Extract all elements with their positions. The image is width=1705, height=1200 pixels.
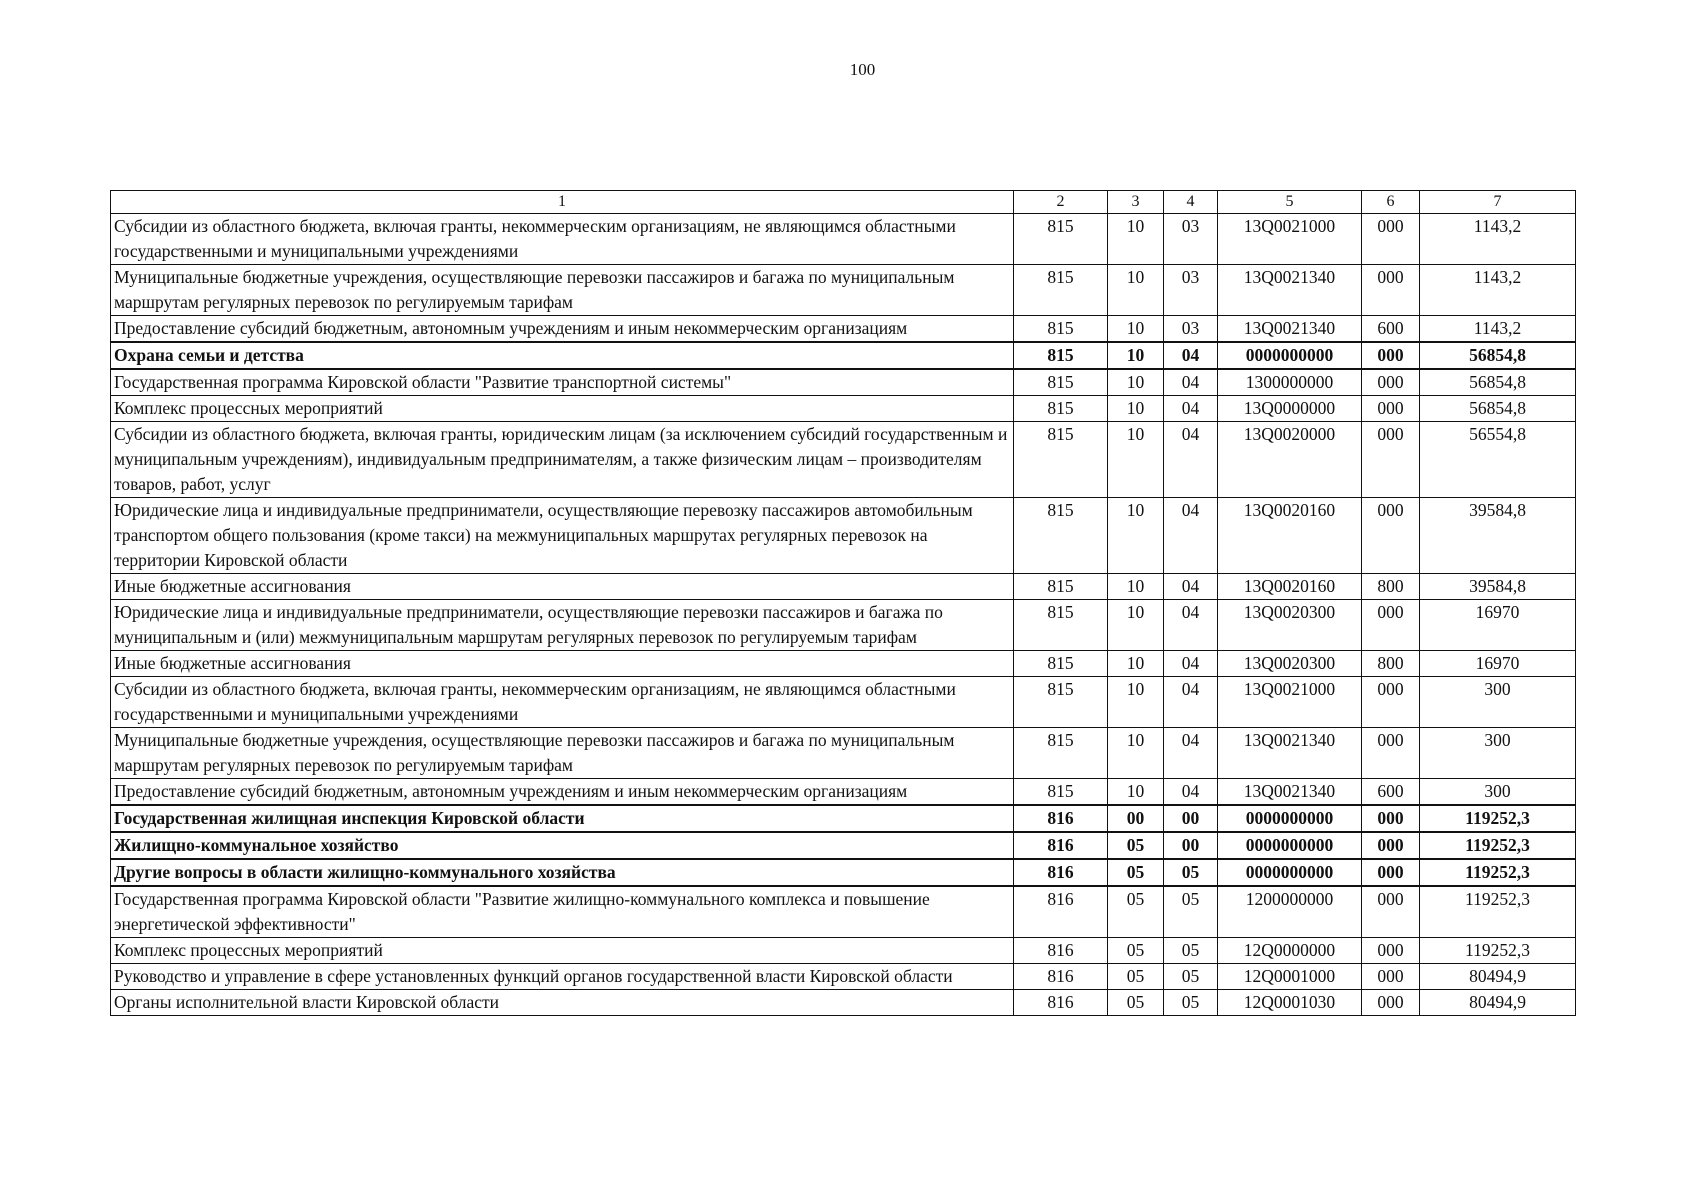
subsection-code-cell: 00 — [1164, 832, 1218, 859]
expense-type-cell: 000 — [1362, 342, 1420, 369]
expense-type-cell: 800 — [1362, 651, 1420, 677]
subsection-code-cell: 04 — [1164, 677, 1218, 728]
expense-type-cell: 000 — [1362, 214, 1420, 265]
section-code-cell: 10 — [1108, 728, 1164, 779]
section-code-cell: 10 — [1108, 677, 1164, 728]
amount-cell: 80494,9 — [1420, 990, 1576, 1016]
expense-type-cell: 000 — [1362, 422, 1420, 498]
subsection-code-cell: 04 — [1164, 369, 1218, 396]
expense-type-cell: 600 — [1362, 316, 1420, 343]
expense-type-cell: 000 — [1362, 369, 1420, 396]
ved-code-cell: 815 — [1014, 396, 1108, 422]
subsection-code-cell: 05 — [1164, 859, 1218, 886]
section-code-cell: 10 — [1108, 265, 1164, 316]
subsection-code-cell: 04 — [1164, 422, 1218, 498]
section-code-cell: 05 — [1108, 886, 1164, 938]
subsection-code-cell: 04 — [1164, 600, 1218, 651]
table-row — [111, 651, 1576, 677]
target-article-cell: 0000000000 — [1218, 342, 1362, 369]
section-code-cell: 10 — [1108, 651, 1164, 677]
amount-cell: 119252,3 — [1420, 859, 1576, 886]
table-body — [111, 214, 1576, 1016]
subsection-code-cell: 04 — [1164, 396, 1218, 422]
section-code-cell: 10 — [1108, 422, 1164, 498]
target-article-cell: 13Q0020160 — [1218, 498, 1362, 574]
table-row — [111, 728, 1576, 779]
expense-type-cell: 000 — [1362, 677, 1420, 728]
ved-code-cell: 816 — [1014, 938, 1108, 964]
target-article-cell: 13Q0021000 — [1218, 677, 1362, 728]
ved-code-cell: 816 — [1014, 832, 1108, 859]
amount-cell: 300 — [1420, 779, 1576, 806]
column-header: 5 — [1218, 191, 1362, 214]
target-article-cell: 13Q0021340 — [1218, 265, 1362, 316]
subsection-code-cell: 05 — [1164, 964, 1218, 990]
amount-cell: 39584,8 — [1420, 498, 1576, 574]
expense-type-cell: 000 — [1362, 265, 1420, 316]
table-row — [111, 369, 1576, 396]
row-name-cell: Государственная жилищная инспекция Кировской области — [111, 805, 1014, 832]
column-header: 1 — [111, 191, 1014, 214]
expense-type-cell: 600 — [1362, 779, 1420, 806]
target-article-cell: 13Q0020000 — [1218, 422, 1362, 498]
table-row — [111, 964, 1576, 990]
table-row — [111, 316, 1576, 343]
ved-code-cell: 815 — [1014, 574, 1108, 600]
section-code-cell: 10 — [1108, 369, 1164, 396]
expense-type-cell: 000 — [1362, 498, 1420, 574]
column-header: 7 — [1420, 191, 1576, 214]
expense-type-cell: 000 — [1362, 805, 1420, 832]
ved-code-cell: 816 — [1014, 859, 1108, 886]
page-number: 100 — [849, 60, 876, 79]
row-name-cell: Жилищно-коммунальное хозяйство — [111, 832, 1014, 859]
section-code-cell: 05 — [1108, 964, 1164, 990]
row-name-cell: Государственная программа Кировской области "Развитие транспортной системы" — [111, 369, 1014, 396]
target-article-cell: 1300000000 — [1218, 369, 1362, 396]
expense-type-cell: 000 — [1362, 728, 1420, 779]
target-article-cell: 0000000000 — [1218, 832, 1362, 859]
ved-code-cell: 816 — [1014, 990, 1108, 1016]
target-article-cell: 13Q0021340 — [1218, 728, 1362, 779]
section-code-cell: 10 — [1108, 342, 1164, 369]
ved-code-cell: 816 — [1014, 964, 1108, 990]
ved-code-cell: 816 — [1014, 805, 1108, 832]
ved-code-cell: 815 — [1014, 316, 1108, 343]
subsection-code-cell: 04 — [1164, 779, 1218, 806]
ved-code-cell: 815 — [1014, 422, 1108, 498]
ved-code-cell: 815 — [1014, 265, 1108, 316]
subsection-code-cell: 03 — [1164, 316, 1218, 343]
section-code-cell: 10 — [1108, 779, 1164, 806]
expense-type-cell: 000 — [1362, 600, 1420, 651]
ved-code-cell: 815 — [1014, 369, 1108, 396]
header-row — [111, 191, 1576, 214]
ved-code-cell: 815 — [1014, 728, 1108, 779]
ved-code-cell: 815 — [1014, 677, 1108, 728]
amount-cell: 16970 — [1420, 651, 1576, 677]
column-header: 2 — [1014, 191, 1108, 214]
amount-cell: 56854,8 — [1420, 396, 1576, 422]
row-name-cell: Муниципальные бюджетные учреждения, осуществляющие перевозки пассажиров и багажа по муниципальным маршрутам регулярных перевозок по регулируемым тарифам — [111, 728, 1014, 779]
target-article-cell: 12Q0000000 — [1218, 938, 1362, 964]
subsection-code-cell: 03 — [1164, 214, 1218, 265]
table-row — [111, 342, 1576, 369]
amount-cell: 119252,3 — [1420, 805, 1576, 832]
subsection-code-cell: 05 — [1164, 886, 1218, 938]
row-name-cell: Предоставление субсидий бюджетным, автономным учреждениям и иным некоммерческим организациям — [111, 779, 1014, 806]
section-code-cell: 10 — [1108, 396, 1164, 422]
target-article-cell: 13Q0020160 — [1218, 574, 1362, 600]
target-article-cell: 12Q0001000 — [1218, 964, 1362, 990]
expense-type-cell: 000 — [1362, 396, 1420, 422]
amount-cell: 80494,9 — [1420, 964, 1576, 990]
section-code-cell: 05 — [1108, 938, 1164, 964]
target-article-cell: 13Q0021340 — [1218, 316, 1362, 343]
table-row — [111, 779, 1576, 806]
section-code-cell: 10 — [1108, 600, 1164, 651]
ved-code-cell: 815 — [1014, 651, 1108, 677]
expense-type-cell: 000 — [1362, 938, 1420, 964]
row-name-cell: Руководство и управление в сфере установленных функций органов государственной власти Кировской области — [111, 964, 1014, 990]
row-name-cell: Другие вопросы в области жилищно-коммунального хозяйства — [111, 859, 1014, 886]
section-code-cell: 10 — [1108, 316, 1164, 343]
table-row — [111, 265, 1576, 316]
amount-cell: 1143,2 — [1420, 214, 1576, 265]
column-header: 6 — [1362, 191, 1420, 214]
amount-cell: 16970 — [1420, 600, 1576, 651]
row-name-cell: Государственная программа Кировской области "Развитие жилищно-коммунального комплекса и повышение энергетической эффективности" — [111, 886, 1014, 938]
row-name-cell: Органы исполнительной власти Кировской области — [111, 990, 1014, 1016]
target-article-cell: 13Q0020300 — [1218, 651, 1362, 677]
expense-type-cell: 000 — [1362, 859, 1420, 886]
amount-cell: 119252,3 — [1420, 938, 1576, 964]
subsection-code-cell: 04 — [1164, 342, 1218, 369]
subsection-code-cell: 04 — [1164, 728, 1218, 779]
section-code-cell: 10 — [1108, 574, 1164, 600]
target-article-cell: 12Q0001030 — [1218, 990, 1362, 1016]
expense-type-cell: 000 — [1362, 990, 1420, 1016]
table-row — [111, 574, 1576, 600]
amount-cell: 119252,3 — [1420, 886, 1576, 938]
row-name-cell: Комплекс процессных мероприятий — [111, 396, 1014, 422]
table-row — [111, 832, 1576, 859]
table-row — [111, 396, 1576, 422]
table-row — [111, 498, 1576, 574]
table-row — [111, 859, 1576, 886]
subsection-code-cell: 04 — [1164, 651, 1218, 677]
column-header: 4 — [1164, 191, 1218, 214]
table-row — [111, 990, 1576, 1016]
amount-cell: 1143,2 — [1420, 316, 1576, 343]
section-code-cell: 10 — [1108, 498, 1164, 574]
expense-type-cell: 000 — [1362, 964, 1420, 990]
table-row — [111, 886, 1576, 938]
table-row — [111, 422, 1576, 498]
subsection-code-cell: 00 — [1164, 805, 1218, 832]
amount-cell: 300 — [1420, 728, 1576, 779]
row-name-cell: Предоставление субсидий бюджетным, автономным учреждениям и иным некоммерческим организациям — [111, 316, 1014, 343]
section-code-cell: 10 — [1108, 214, 1164, 265]
section-code-cell: 05 — [1108, 832, 1164, 859]
row-name-cell: Муниципальные бюджетные учреждения, осуществляющие перевозки пассажиров и багажа по муниципальным маршрутам регулярных перевозок по регулируемым тарифам — [111, 265, 1014, 316]
expense-type-cell: 800 — [1362, 574, 1420, 600]
target-article-cell: 13Q0000000 — [1218, 396, 1362, 422]
section-code-cell: 05 — [1108, 990, 1164, 1016]
row-name-cell: Иные бюджетные ассигнования — [111, 574, 1014, 600]
row-name-cell: Юридические лица и индивидуальные предприниматели, осуществляющие перевозки пассажиров и багажа по муниципальным и (или) межмуниципальным маршрутам регулярных перевозок по регулируемым тарифам — [111, 600, 1014, 651]
row-name-cell: Комплекс процессных мероприятий — [111, 938, 1014, 964]
table-row — [111, 805, 1576, 832]
subsection-code-cell: 03 — [1164, 265, 1218, 316]
amount-cell: 1143,2 — [1420, 265, 1576, 316]
expense-type-cell: 000 — [1362, 832, 1420, 859]
amount-cell: 39584,8 — [1420, 574, 1576, 600]
target-article-cell: 13Q0021340 — [1218, 779, 1362, 806]
expense-type-cell: 000 — [1362, 886, 1420, 938]
section-code-cell: 05 — [1108, 859, 1164, 886]
row-name-cell: Юридические лица и индивидуальные предприниматели, осуществляющие перевозку пассажиров автомобильным транспортом общего пользования (кроме такси) на межмуниципальных маршрутах регулярных перевозок на территории Кировской области — [111, 498, 1014, 574]
row-name-cell: Субсидии из областного бюджета, включая гранты, некоммерческим организациям, не являющимся областными государственными и муниципальными учреждениями — [111, 214, 1014, 265]
amount-cell: 56854,8 — [1420, 342, 1576, 369]
ved-code-cell: 816 — [1014, 886, 1108, 938]
ved-code-cell: 815 — [1014, 600, 1108, 651]
target-article-cell: 0000000000 — [1218, 805, 1362, 832]
amount-cell: 56854,8 — [1420, 369, 1576, 396]
budget-table — [110, 190, 1576, 1016]
target-article-cell: 13Q0021000 — [1218, 214, 1362, 265]
row-name-cell: Охрана семьи и детства — [111, 342, 1014, 369]
row-name-cell: Субсидии из областного бюджета, включая гранты, некоммерческим организациям, не являющимся областными государственными и муниципальными учреждениями — [111, 677, 1014, 728]
ved-code-cell: 815 — [1014, 214, 1108, 265]
subsection-code-cell: 05 — [1164, 938, 1218, 964]
ved-code-cell: 815 — [1014, 342, 1108, 369]
ved-code-cell: 815 — [1014, 498, 1108, 574]
amount-cell: 300 — [1420, 677, 1576, 728]
table-row — [111, 600, 1576, 651]
table-row — [111, 214, 1576, 265]
target-article-cell: 13Q0020300 — [1218, 600, 1362, 651]
section-code-cell: 00 — [1108, 805, 1164, 832]
subsection-code-cell: 04 — [1164, 574, 1218, 600]
subsection-code-cell: 04 — [1164, 498, 1218, 574]
target-article-cell: 1200000000 — [1218, 886, 1362, 938]
table-row — [111, 938, 1576, 964]
column-header: 3 — [1108, 191, 1164, 214]
ved-code-cell: 815 — [1014, 779, 1108, 806]
row-name-cell: Иные бюджетные ассигнования — [111, 651, 1014, 677]
table-row — [111, 677, 1576, 728]
amount-cell: 56554,8 — [1420, 422, 1576, 498]
row-name-cell: Субсидии из областного бюджета, включая гранты, юридическим лицам (за исключением субсидий государственным и муниципальным учреждениям), индивидуальным предпринимателям, а также физическим лицам – производителям товаров, работ, услуг — [111, 422, 1014, 498]
amount-cell: 119252,3 — [1420, 832, 1576, 859]
subsection-code-cell: 05 — [1164, 990, 1218, 1016]
target-article-cell: 0000000000 — [1218, 859, 1362, 886]
